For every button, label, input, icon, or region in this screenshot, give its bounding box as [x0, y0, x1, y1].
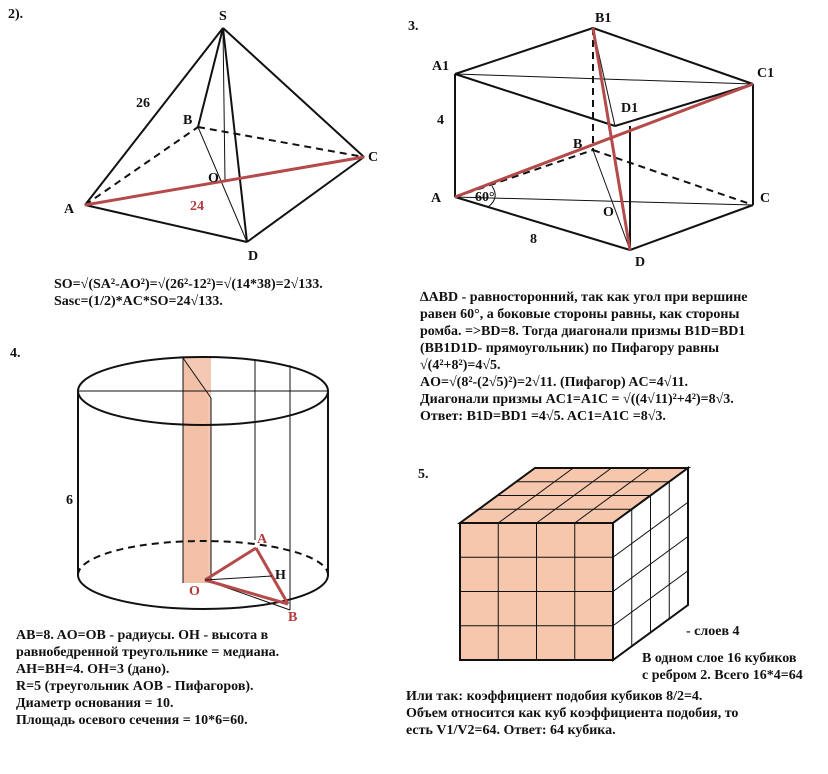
- solution-line: SO=√(SA²-AO²)=√(26²-12²)=√(14*38)=2√133.: [54, 277, 323, 292]
- label-S: S: [219, 9, 227, 24]
- label-B1: B1: [595, 11, 612, 26]
- edge-AD: [85, 205, 247, 242]
- label-edge-26: 26: [136, 96, 150, 111]
- problem-2-solution: [54, 276, 323, 310]
- label-height-4: 4: [437, 113, 444, 128]
- note-line: с ребром 2. Всего 16*4=64: [642, 668, 803, 683]
- segment-OA: [205, 548, 256, 580]
- diagonal-AC: [455, 197, 753, 205]
- edge-A1B1: [455, 28, 593, 74]
- problem-5-solution: [406, 688, 738, 739]
- diagonal-BD: [593, 150, 630, 250]
- solution-line: есть V1/V2=64. Ответ: 64 кубика.: [406, 723, 616, 738]
- solution-line: AB=8. AO=OB - радиусы. OH - высота в: [16, 628, 269, 643]
- label-C: C: [760, 191, 771, 206]
- edge-D1A1: [455, 74, 615, 126]
- solution-line: (BB1D1D- прямоугольник) по Пифагору равны: [420, 341, 720, 356]
- label-height-6: 6: [66, 493, 73, 508]
- edge-SC: [223, 28, 364, 157]
- problem-4-number: 4.: [10, 346, 21, 361]
- problem-3-number: 3.: [408, 19, 419, 34]
- label-H: H: [275, 568, 286, 583]
- problem-5-layer-note: [642, 650, 803, 684]
- problem-4-cylinder: [10, 346, 328, 625]
- label-A1: A1: [432, 59, 450, 74]
- segment-OH: [205, 576, 272, 580]
- label-angle-60: 60°: [475, 190, 495, 205]
- edge-DC: [630, 205, 753, 250]
- solution-line: AO=√(8²-(2√5)²)=2√11. (Пифагор) AC=4√11.: [420, 375, 689, 390]
- solution-line: Диагонали призмы AC1=A1C = √((4√11)²+4²)=8√3.: [420, 392, 734, 407]
- label-D1: D1: [621, 101, 639, 116]
- problem-3-solution: [420, 289, 748, 425]
- solution-line: равен 60°, а боковые стороны равны, как стороны: [420, 307, 740, 322]
- problem-5-number: 5.: [418, 467, 429, 482]
- label-D: D: [635, 255, 646, 270]
- label-B: B: [288, 610, 298, 625]
- problem-5-cube: [418, 467, 740, 660]
- solution-line: Или так: коэффициент подобия кубиков 8/2=4.: [406, 689, 703, 704]
- solution-line: AH=BH=4. OH=3 (дано).: [16, 662, 170, 677]
- solution-line: Диаметр основания = 10.: [16, 696, 174, 711]
- solution-line: ромба. =>BD=8. Тогда диагонали призмы B1D=BD1: [420, 324, 746, 339]
- edge-B1C1: [593, 28, 753, 84]
- label-diagonal-24: 24: [190, 199, 204, 214]
- edge-BC-hidden: [198, 127, 364, 157]
- problem-2-pyramid: [8, 7, 378, 264]
- problem-3-prism: [408, 11, 774, 270]
- solution-line: R=5 (треугольник AOB - Пифагоров).: [16, 679, 254, 694]
- edge-SA: [85, 28, 223, 205]
- solution-line: равнобедренной треугольнике = медиана.: [16, 645, 280, 660]
- edge-AB-hidden: [85, 127, 198, 205]
- problem-2-number: 2).: [8, 7, 24, 22]
- label-A: A: [257, 532, 268, 547]
- edge-SD: [223, 28, 247, 242]
- solution-line: Площадь осевого сечения = 10*6=60.: [16, 713, 248, 728]
- label-side-8: 8: [530, 232, 537, 247]
- label-A: A: [431, 191, 442, 206]
- problem-4-solution: [16, 627, 279, 729]
- solution-line: Sasc=(1/2)*AC*SO=24√133.: [54, 294, 223, 309]
- note-line: В одном слое 16 кубиков: [642, 651, 797, 666]
- edge-DC: [247, 157, 364, 242]
- solution-line: √(4²+8²)=4√5.: [420, 358, 501, 373]
- solution-line: Объем относится как куб коэффициента подобия, то: [406, 706, 739, 721]
- label-B: B: [573, 137, 583, 152]
- label-C1: C1: [757, 66, 775, 81]
- solution-line: ∆ABD - равносторонний, так как угол при вершине: [420, 290, 748, 305]
- label-O: O: [208, 171, 219, 186]
- solution-line: Ответ: B1D=BD1 =4√5. AC1=A1C =8√3.: [420, 409, 666, 424]
- label-O: O: [189, 584, 200, 599]
- label-D: D: [248, 249, 259, 264]
- label-A: A: [64, 202, 75, 217]
- label-O: O: [603, 205, 614, 220]
- label-layers: - слоев 4: [686, 624, 740, 639]
- label-C: C: [368, 150, 379, 165]
- label-B: B: [183, 113, 193, 128]
